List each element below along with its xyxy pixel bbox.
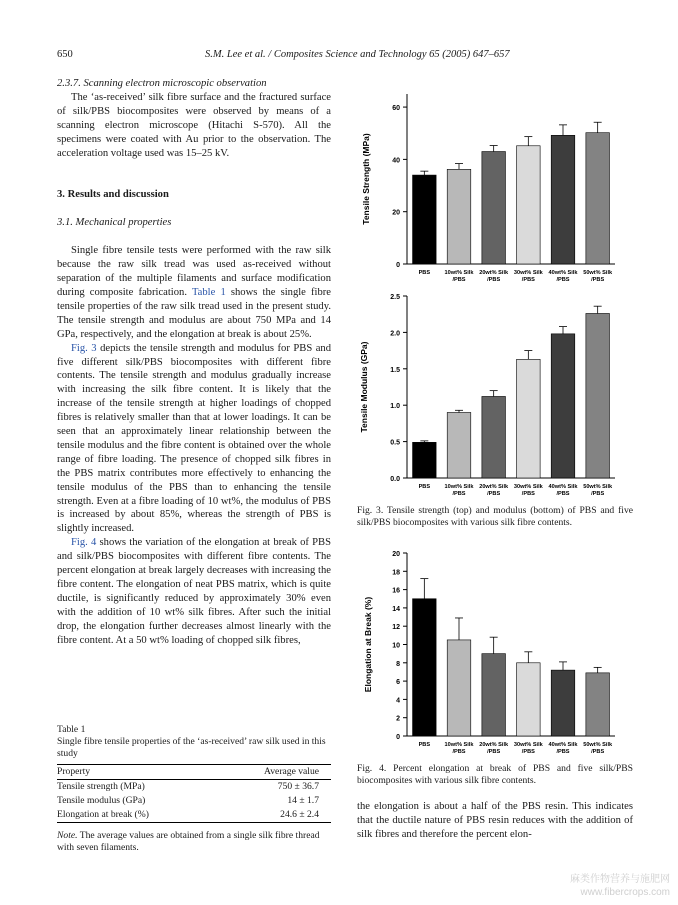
y-tick-label: 0.0: [390, 476, 400, 483]
tensile-strength-chart: [357, 88, 633, 288]
y-tick-label: 18: [392, 569, 400, 577]
y-tick-label: 4: [396, 697, 400, 705]
y-tick-label: 2.0: [390, 330, 400, 338]
x-tick-label-line: PBS: [418, 484, 431, 490]
y-axis-label: Tensile Strength (MPa): [361, 133, 371, 225]
x-tick-label: [514, 484, 544, 497]
table-cell-value: 14 ± 1.7: [287, 795, 319, 806]
x-tick-label-line: /PBS: [556, 277, 570, 283]
x-tick-label-line: PBS: [418, 742, 431, 748]
x-tick-label-line: 20wt% Silk: [479, 484, 509, 490]
x-tick-label-line: /PBS: [521, 491, 535, 497]
x-tick-label-line: 40wt% Silk: [548, 742, 578, 748]
bar: [482, 396, 506, 478]
table-header-property: Property: [57, 765, 216, 780]
y-tick-label: 0: [396, 734, 400, 741]
paragraph-2-text: depicts the tensile strength and modulus for PBS and five different silk/PBS biocomposites with different fibre contents. The tensile strength and modulus gradually increase with increasing the silk fibre content. It is likely that the increase of the tensile strength at higher loadings of chopped fibres is relatively smaller than that at lower loadings. It can be seen that an approximately linear relationship between the tensile modulus and the fibre content is obtained over the whole range of fibre loading. The presence of chopped silk fibres in the PBS matrix contributes more effectively to enhancing the tensile modulus of the PBS than to enhancing the tensile strength. Even at a fibre loading of 10 wt%, the modulus of PBS is increased by about 85%, whereas the strength of PBS is slightly increased.: [57, 342, 331, 535]
paragraph-1-text-b: shows the single fibre tensile properties of the raw silk tread used in the present study. The tensile strength and modulus are about 750 MPa and 14 GPa, respectively, and the elongation at break is about 25%.: [57, 286, 332, 340]
x-tick-label-line: 10wt% Silk: [444, 742, 474, 748]
x-tick-label: [479, 484, 509, 497]
paragraph-1: [57, 244, 331, 341]
x-tick-label-line: /PBS: [452, 277, 466, 283]
right-column-text: [357, 800, 633, 842]
section-3-title: 3. Results and discussion: [57, 189, 169, 201]
bar: [482, 654, 506, 736]
y-tick-label: 1.5: [390, 366, 400, 374]
x-tick-label-line: /PBS: [521, 277, 535, 283]
x-tick-label-line: /PBS: [521, 749, 535, 755]
fig-4-link[interactable]: Fig. 4: [71, 537, 97, 549]
table-1-grid: [57, 764, 331, 823]
bar: [447, 640, 471, 736]
bar: [413, 442, 437, 478]
bar: [413, 599, 437, 736]
section-2-3-7-title: 2.3.7. Scanning electron microscopic observation: [57, 78, 267, 89]
x-tick-label: [583, 484, 613, 497]
y-tick-label: 16: [392, 587, 400, 595]
paragraph-3-text: shows the variation of the elongation at break of PBS and silk/PBS biocomposites with different fibre contents. The percent elongation at break largely decreases with increasing the fibre content. The elongation of neat PBS matrix, which is quite ductile, is significantly reduced by approximately 30% even with the addition of 10 wt% silk fibres. After such the initial drop, the elongation further decreases almost linearly with the fibre content. At a 50 wt% loading of chopped silk fibres,: [57, 537, 331, 646]
bar: [517, 359, 541, 478]
y-axis-label: Tensile Modulus (GPa): [359, 341, 369, 433]
x-tick-label-line: 50wt% Silk: [583, 484, 613, 490]
y-tick-label: 40: [392, 157, 400, 165]
table-cell-value: 750 ± 36.7: [277, 781, 319, 792]
x-tick-label-line: 20wt% Silk: [479, 742, 509, 748]
x-tick-label-line: 10wt% Silk: [444, 484, 474, 490]
fig-4-caption: Fig. 4. Percent elongation at break of PBS and five silk/PBS biocomposites with various silk fibre contents.: [357, 763, 633, 786]
fig-3-caption: Fig. 3. Tensile strength (top) and modulus (bottom) of PBS and five silk/PBS biocomposites with various silk fibre contents.: [357, 505, 633, 528]
bar: [551, 135, 575, 264]
fig-3-link[interactable]: Fig. 3: [71, 342, 97, 354]
x-tick-label: [445, 270, 475, 283]
x-tick-label: [419, 270, 431, 276]
x-tick-label: [583, 270, 613, 283]
y-tick-label: 2: [396, 715, 400, 723]
bar: [551, 670, 575, 736]
bar: [447, 412, 471, 478]
section-3-1-title: 3.1. Mechanical properties: [57, 217, 172, 229]
y-tick-label: 20: [392, 551, 400, 558]
section-2-3-7-body: The ‘as-received’ silk fibre surface and the fractured surface of silk/PBS biocomposites were observed by means of a scanning electron microscope (Hitachi S-570). All the specimens were coated with Au prior to the observation. The acceleration voltage used was 15–25 kV.: [57, 91, 331, 159]
page-number: 650: [57, 49, 73, 60]
y-tick-label: 1.0: [390, 403, 400, 411]
table-1-caption: Single fibre tensile properties of the ‘as-received’ raw silk used in this study: [57, 736, 326, 759]
x-tick-label-line: /PBS: [591, 277, 605, 283]
x-tick-label-line: /PBS: [452, 491, 466, 497]
y-tick-label: 0.5: [390, 439, 400, 447]
watermark: [570, 873, 670, 899]
x-tick-label-line: 50wt% Silk: [583, 270, 613, 276]
bar: [482, 152, 506, 264]
bar: [551, 334, 575, 478]
y-tick-label: 60: [392, 105, 400, 113]
x-tick-label: [583, 742, 613, 755]
right-paragraph: the elongation is about a half of the PBS resin. This indicates that the ductile nature of PBS resin reduces with the addition of silk fibres and therefore the percent elon-: [357, 801, 633, 840]
watermark-line-2: www.fibercrops.com: [580, 887, 670, 898]
table-1: [57, 724, 331, 854]
y-tick-label: 2.5: [390, 294, 400, 301]
x-tick-label: [514, 742, 544, 755]
x-tick-label-line: 50wt% Silk: [583, 742, 613, 748]
table-1-link[interactable]: Table 1: [191, 286, 226, 298]
x-tick-label-line: PBS: [418, 270, 431, 276]
bar: [586, 133, 610, 264]
x-tick-label-line: 40wt% Silk: [548, 484, 578, 490]
paragraph-3: [57, 536, 331, 647]
table-cell-property: Tensile strength (MPa): [57, 781, 145, 792]
y-tick-label: 8: [396, 660, 400, 668]
x-tick-label-line: /PBS: [452, 749, 466, 755]
tensile-modulus-chart: [357, 288, 633, 500]
x-tick-label-line: /PBS: [487, 749, 501, 755]
table-row: [57, 780, 331, 795]
x-tick-label-line: /PBS: [487, 491, 501, 497]
x-tick-label-line: 30wt% Silk: [513, 484, 543, 490]
elongation-chart: [357, 545, 633, 755]
running-head: S.M. Lee et al. / Composites Science and Technology 65 (2005) 647–657: [205, 49, 510, 60]
paragraph-1-text-a: Single fibre tensile tests were performed with the raw silk because the raw silk tread was used as-received without separation of the multiple filaments and surface modification during composite fabrication.: [57, 245, 331, 298]
x-tick-label: [419, 484, 431, 490]
y-tick-label: 20: [392, 209, 400, 217]
bar: [586, 313, 610, 478]
table-cell-property: Tensile modulus (GPa): [57, 795, 146, 806]
x-tick-label: [549, 484, 579, 497]
left-column: [57, 77, 331, 648]
x-tick-label-line: 30wt% Silk: [513, 270, 543, 276]
x-tick-label-line: /PBS: [556, 749, 570, 755]
bar: [517, 146, 541, 264]
y-tick-label: 0: [396, 262, 400, 269]
table-1-note-text: The average values are obtained from a single silk fibre thread with seven filaments.: [57, 830, 320, 853]
x-tick-label-line: /PBS: [556, 491, 570, 497]
bar: [413, 175, 437, 264]
watermark-line-1: 麻类作物营养与施肥网: [570, 874, 670, 885]
paragraph-2: [57, 342, 331, 537]
table-row: [57, 808, 331, 823]
x-tick-label-line: 10wt% Silk: [444, 270, 474, 276]
table-cell-property: Elongation at break (%): [57, 808, 216, 823]
x-tick-label: [514, 270, 544, 283]
x-tick-label: [419, 742, 431, 748]
x-tick-label: [445, 742, 475, 755]
x-tick-label-line: 30wt% Silk: [513, 742, 543, 748]
x-tick-label: [549, 742, 579, 755]
y-tick-label: 14: [392, 605, 400, 613]
x-tick-label-line: 40wt% Silk: [548, 270, 578, 276]
table-cell-value: 24.6 ± 2.4: [216, 808, 331, 823]
x-tick-label: [479, 742, 509, 755]
x-tick-label: [445, 484, 475, 497]
bar: [447, 169, 471, 264]
x-tick-label-line: /PBS: [591, 749, 605, 755]
x-tick-label: [549, 270, 579, 283]
y-tick-label: 10: [392, 642, 400, 650]
table-1-label: Table 1: [57, 724, 86, 735]
x-tick-label-line: 20wt% Silk: [479, 270, 509, 276]
bar: [586, 673, 610, 736]
table-header-value: Average value: [216, 765, 331, 780]
table-row: [57, 794, 331, 808]
x-tick-label-line: /PBS: [487, 277, 501, 283]
x-tick-label: [479, 270, 509, 283]
y-tick-label: 12: [392, 624, 400, 632]
x-tick-label-line: /PBS: [591, 491, 605, 497]
bar: [517, 663, 541, 736]
table-1-note-label: Note.: [57, 830, 78, 841]
y-axis-label: Elongation at Break (%): [363, 596, 373, 693]
y-tick-label: 6: [396, 679, 400, 687]
table-1-note: [57, 830, 331, 854]
